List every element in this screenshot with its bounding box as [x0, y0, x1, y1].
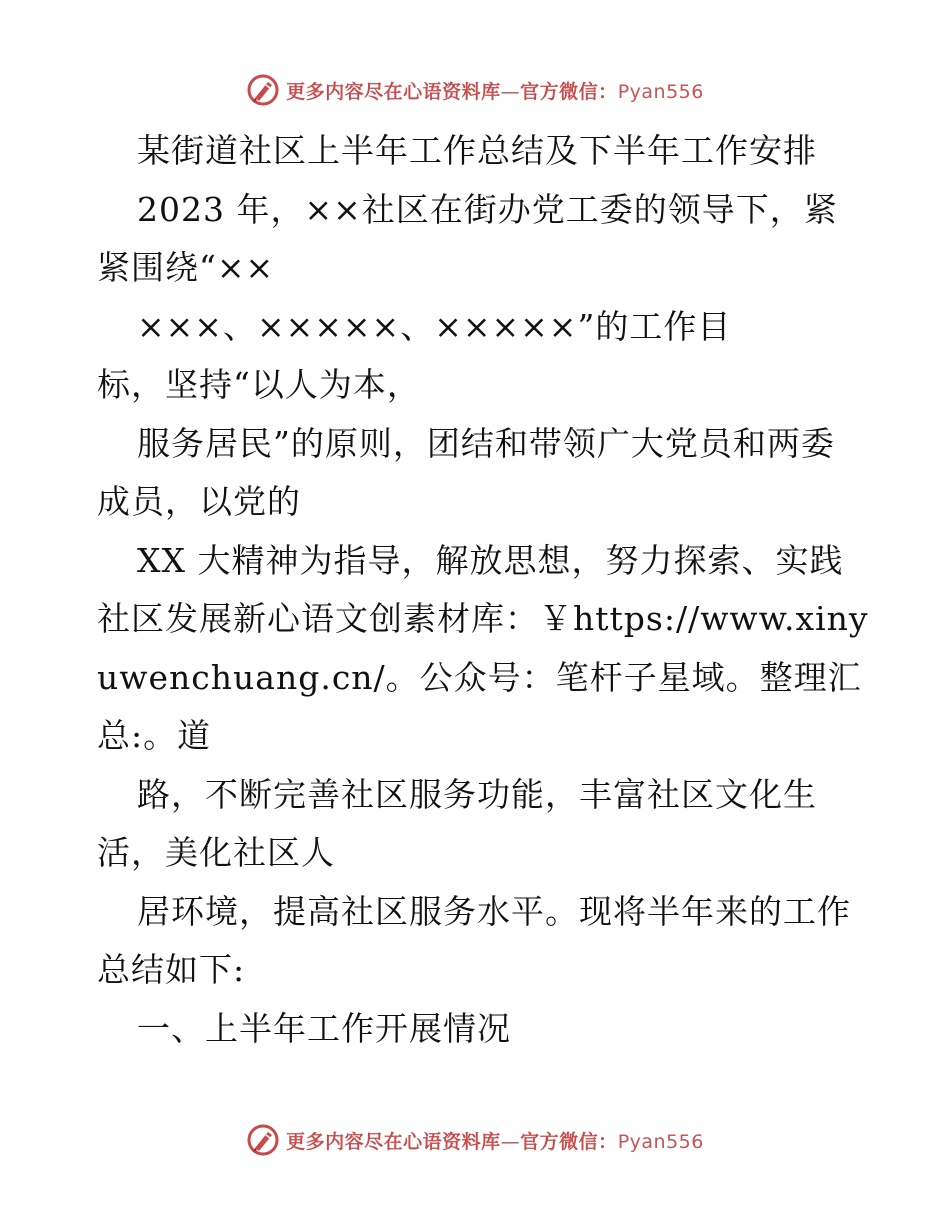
- footer-watermark-banner: [0, 1120, 950, 1160]
- paragraph-line: 社区发展新心语文创素材库：￥https://www.xiny: [97, 599, 869, 638]
- document-title: 某街道社区上半年工作总结及下半年工作安排: [137, 131, 817, 170]
- paragraph-line: 标，坚持“以人为本，: [97, 365, 421, 404]
- paragraph-line: 路，不断完善社区服务功能，丰富社区文化生: [137, 774, 817, 814]
- paragraph-line: uwenchuang.cn/。公众号：笔杆子星域。整理汇: [97, 657, 862, 697]
- paragraph-line: 总结如下:: [97, 950, 246, 989]
- banner-text: 更多内容尽在心语资料库—官方微信：Pyan556: [286, 80, 704, 103]
- banner-text: 更多内容尽在心语资料库—官方微信：Pyan556: [286, 1130, 704, 1153]
- paragraph-line: 成员，以党的: [97, 482, 301, 521]
- paragraph-line: 总:。道: [97, 716, 212, 755]
- paragraph-line: ×××、×××××、×××××”的工作目: [137, 306, 732, 346]
- paragraph-line: 2023 年，××社区在街办党工委的领导下，紧: [137, 189, 838, 229]
- pen-circle-logo-icon: [246, 1123, 280, 1157]
- section-heading: 一、上半年工作开展情况: [137, 1008, 511, 1048]
- document-body: [97, 122, 869, 1058]
- header-watermark-banner: [0, 70, 950, 110]
- paragraph-line: 紧围绕“××: [97, 248, 275, 287]
- pen-circle-logo-icon: [246, 73, 280, 107]
- paragraph-line: 居环境，提高社区服务水平。现将半年来的工作: [137, 891, 851, 931]
- paragraph-line: XX 大精神为指导，解放思想，努力探索、实践: [137, 540, 844, 580]
- paragraph-line: 服务居民”的原则，团结和带领广大党员和两委: [137, 423, 835, 463]
- paragraph-line: 活，美化社区人: [97, 833, 335, 872]
